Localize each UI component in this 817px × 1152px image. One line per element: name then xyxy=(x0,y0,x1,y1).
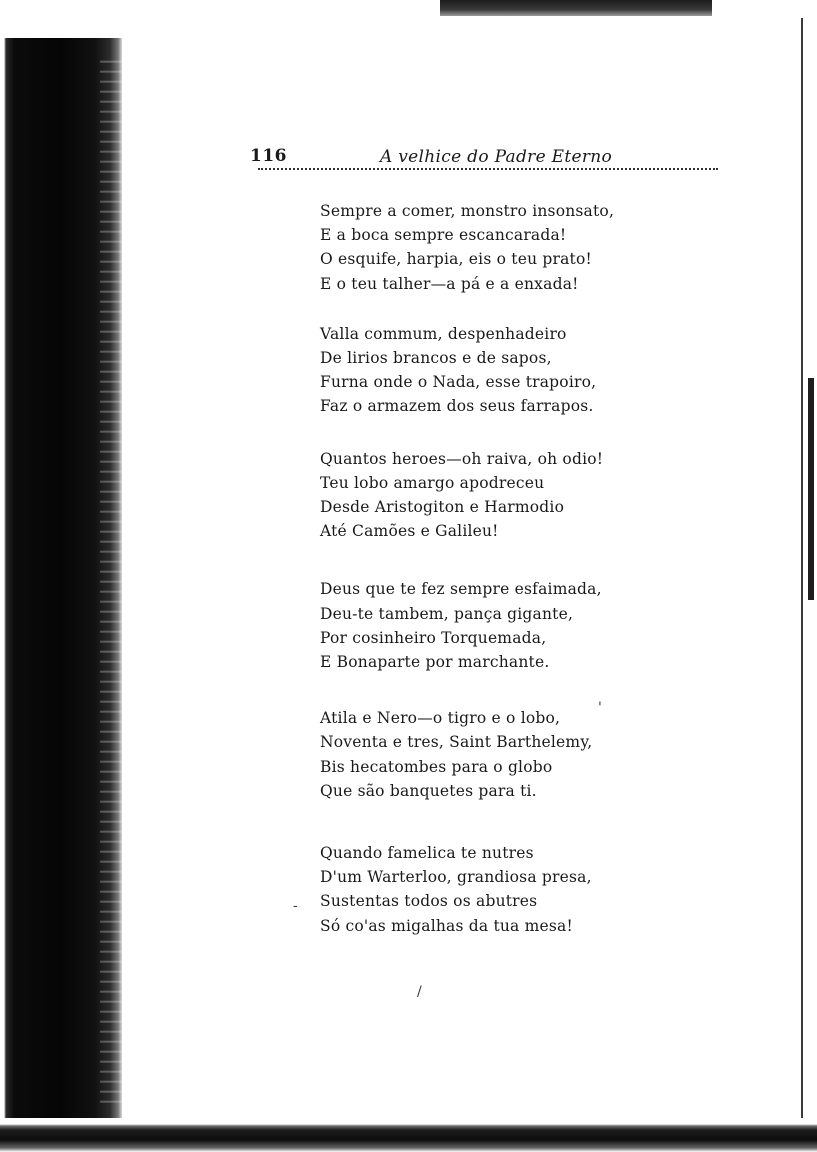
verse-line: Deu-te tambem, pança gigante, xyxy=(320,604,574,623)
page-number: 116 xyxy=(250,146,287,166)
verse-line: Valla commum, despenhadeiro xyxy=(320,324,567,343)
verse-line: E a boca sempre escancarada! xyxy=(320,226,567,245)
verse-line: De lirios brancos e de sapos, xyxy=(320,349,552,368)
page-bottom-edge xyxy=(0,1118,817,1152)
stanza xyxy=(320,577,650,674)
verse-line: Só co'as migalhas da tua mesa! xyxy=(320,916,573,935)
spine-speckle xyxy=(100,60,124,1110)
running-title: A velhice do Padre Eterno xyxy=(380,147,613,167)
verse-line: Até Camões e Galileu! xyxy=(320,522,499,541)
stray-mark: - xyxy=(293,898,298,914)
stanza xyxy=(320,706,650,803)
verse-line: E Bonaparte por marchante. xyxy=(320,653,550,672)
verse-line: Sempre a comer, monstro insonsato, xyxy=(320,202,615,220)
verse-line: D'um Warterloo, grandiosa presa, xyxy=(320,868,592,887)
verse-line: O esquife, harpia, eis o teu prato! xyxy=(320,250,592,269)
verse-line: Atila e Nero—o tigro e o lobo, xyxy=(320,709,561,728)
page-right-edge-shadow xyxy=(808,378,814,600)
verse-line: Desde Aristogiton e Harmodio xyxy=(320,498,565,517)
stanza xyxy=(320,199,650,296)
poem xyxy=(320,199,650,938)
verse-line: Que são banquetes para ti. xyxy=(320,781,537,800)
stray-mark: ' xyxy=(598,700,602,716)
verse-line: Bis hecatombes para o globo xyxy=(320,757,553,776)
verse-line: Noventa e tres, Saint Barthelemy, xyxy=(320,733,593,752)
verse-line: E o teu talher—a pá e a enxada! xyxy=(320,274,579,293)
stray-mark: / xyxy=(417,984,422,1000)
page-right-edge xyxy=(801,18,803,1118)
header-rule xyxy=(258,168,718,170)
stanza xyxy=(320,841,650,938)
verse-line: Quando famelica te nutres xyxy=(320,844,534,863)
scan-top-shadow xyxy=(440,0,712,16)
verse-line: Furna onde o Nada, esse trapoiro, xyxy=(320,373,597,392)
stanza xyxy=(320,447,650,544)
stanza xyxy=(320,322,650,419)
verse-line: Faz o armazem dos seus farrapos. xyxy=(320,397,594,416)
verse-line: Deus que te fez sempre esfaimada, xyxy=(320,580,602,599)
page-header xyxy=(250,146,718,172)
verse-line: Sustentas todos os abutres xyxy=(320,892,538,911)
verse-line: Por cosinheiro Torquemada, xyxy=(320,628,547,647)
verse-line: Quantos heroes—oh raiva, oh odio! xyxy=(320,449,604,468)
verse-line: Teu lobo amargo apodreceu xyxy=(320,473,545,492)
